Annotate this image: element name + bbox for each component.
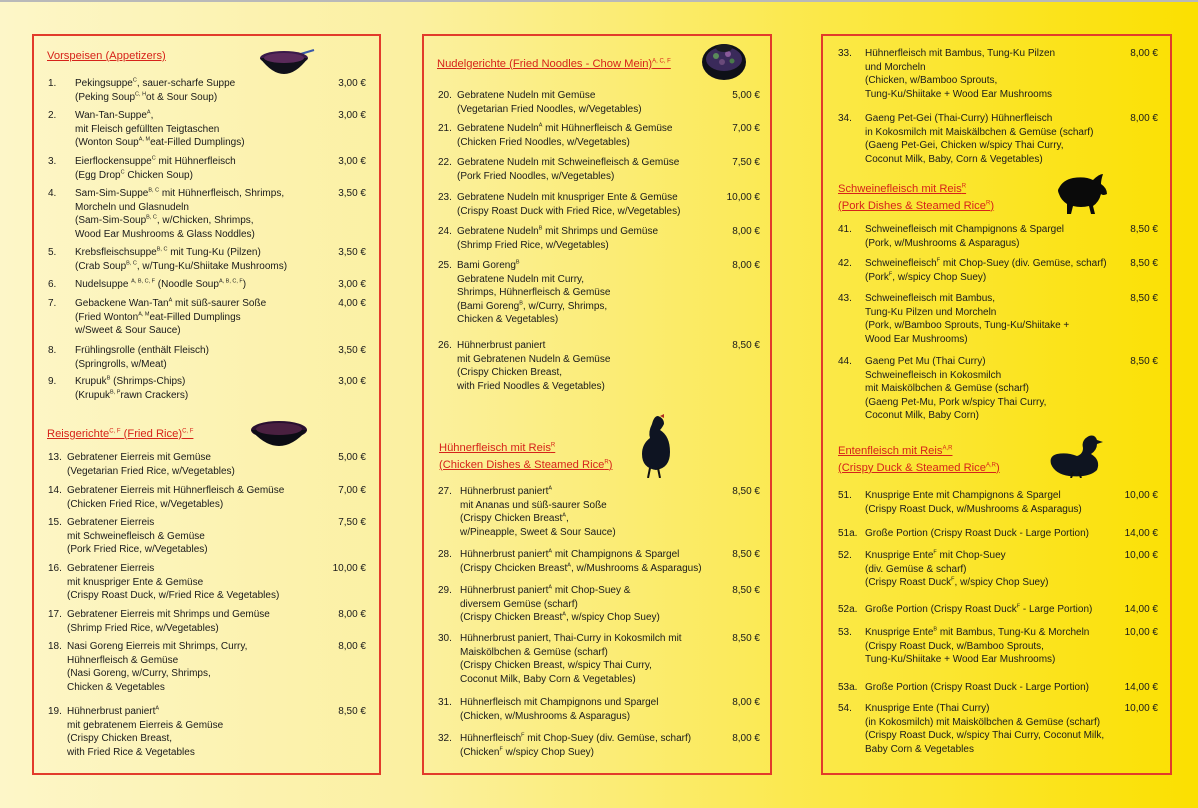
schwein-title-1-text: Schweinefleisch mit Reis$^R$	[838, 182, 967, 195]
item-number: 34.	[838, 113, 852, 124]
item-price: 8,00 €	[1130, 113, 1158, 124]
item-number: 44.	[838, 356, 852, 367]
reis-title-text: Reisgerichte$^{C, F}$ (Fried Rice)$^{C, F}$	[47, 427, 194, 440]
item-description: Gebratene Nudeln mit Gemüse (Vegetarian Fried Noodles, w/Vegetables)	[457, 90, 642, 115]
item-number: 30.	[438, 633, 452, 644]
item-number: 8.	[48, 345, 57, 356]
item-number: 52a.	[838, 604, 858, 615]
item-price: 3,50 €	[338, 345, 366, 356]
item-description: Große Portion (Crispy Roast Duck - Large Portion)	[865, 528, 1089, 539]
item-price: 5,00 €	[338, 452, 366, 463]
item-number: 42.	[838, 258, 852, 269]
duck-icon	[1045, 432, 1107, 483]
item-number: 31.	[438, 697, 452, 708]
menu-item	[438, 259, 760, 326]
item-number: 21.	[438, 123, 452, 134]
item-number: 51a.	[838, 528, 858, 539]
item-price: 14,00 €	[1124, 682, 1158, 693]
menu-item	[438, 485, 760, 545]
item-price: 10,00 €	[726, 192, 760, 203]
item-price: 8,50 €	[732, 585, 760, 596]
item-number: 43.	[838, 293, 852, 304]
item-description: Gebackene Wan-Tan$^A$ mit süß-saurer Soße (Fried Wonton$^{A, M}$eat-Filled Dumplings w/Sweet & Sour Sauce)	[75, 297, 267, 337]
item-price: 7,00 €	[338, 485, 366, 496]
item-number: 17.	[48, 609, 62, 620]
item-price: 7,00 €	[732, 123, 760, 134]
item-description: Gebratene Nudeln mit knuspriger Ente & Gemüse (Crispy Roast Duck with Fried Rice, w/Vegetables)	[457, 192, 681, 217]
item-number: 3.	[48, 156, 57, 167]
item-description: Schweinefleisch mit Champignons & Spargel (Pork, w/Mushrooms & Asparagus)	[865, 224, 1064, 249]
item-description: Gebratener Eierreis mit knuspriger Ente & Gemüse (Crispy Roast Duck, w/Fried Rice & Vegetables)	[67, 563, 280, 602]
item-description: Hühnerbrust paniert$^A$ mit Champignons & Spargel (Crispy Chcicken Breast$^A$, w/Mushrooms & Asparagus)	[460, 548, 702, 574]
item-description: Gebratener Eierreis mit Shrimps und Gemüse (Shrimp Fried Rice, w/Vegetables)	[67, 609, 270, 634]
item-price: 3,00 €	[338, 376, 366, 387]
item-number: 16.	[48, 563, 62, 574]
item-description: Eierflockensuppe$^C$ mit Hühnerfleisch (Egg Drop$^C$ Chicken Soup)	[75, 155, 236, 181]
menu-item	[438, 339, 760, 399]
item-number: 52.	[838, 550, 852, 561]
item-number: 33.	[838, 48, 852, 59]
item-description: Gebratener Eierreis mit Schweinefleisch & Gemüse (Pork Fried Rice, w/Vegetables)	[67, 517, 208, 556]
item-price: 3,00 €	[338, 156, 366, 167]
nudel-title-text: Nudelgerichte (Fried Noodles - Chow Mein)$^{A, C, F}$	[437, 57, 671, 70]
item-description: Knusprige Ente$^F$ mit Chop-Suey (div. Gemüse & scharf) (Crispy Roast Duck$^F$, w/spicy Chop Suey)	[865, 549, 1049, 589]
item-description: Hühnerfleisch mit Bambus, Tung-Ku Pilzen und Morcheln (Chicken, w/Bamboo Sprouts, Tung-Ku/Shiitake + Wood Ear Mushrooms	[865, 48, 1056, 100]
item-number: 15.	[48, 517, 62, 528]
section-title-ente-2	[838, 458, 1000, 475]
menu-panel-1	[32, 34, 381, 775]
schwein-title-2-text: (Pork Dishes & Steamed Rice$^R$)	[838, 199, 995, 212]
item-price: 8,00 €	[1130, 48, 1158, 59]
item-number: 28.	[438, 549, 452, 560]
item-description: Nasi Goreng Eierreis mit Shrimps, Curry, Hühnerfleisch & Gemüse (Nasi Goreng, w/Curry, Shrimps, Chicken & Vegetables	[67, 641, 248, 693]
item-price: 10,00 €	[1124, 703, 1158, 714]
section-title-huhn-1	[439, 438, 555, 455]
item-number: 18.	[48, 641, 62, 652]
item-number: 53.	[838, 627, 852, 638]
item-number: 6.	[48, 279, 57, 290]
menu-item	[438, 632, 760, 692]
item-number: 29.	[438, 585, 452, 596]
item-number: 20.	[438, 90, 452, 101]
item-description: Hühnerfleisch$^F$ mit Chop-Suey (div. Gemüse, scharf) (Chicken$^F$ w/spicy Chop Suey)	[460, 732, 692, 758]
item-price: 8,50 €	[1130, 293, 1158, 304]
menu-item	[838, 112, 1158, 172]
item-description: Wan-Tan-Suppe$^A$, mit Fleisch gefüllten Teigtaschen (Wonton Soup$^{A, M}$eat-Filled Dumplings)	[75, 109, 245, 149]
item-price: 4,00 €	[338, 298, 366, 309]
item-description: Pekingsuppe$^C$, sauer-scharfe Suppe (Peking Soup$^{C, H}$ot & Sour Soup)	[75, 77, 236, 103]
huhn-title-1-text: Hühnerfleisch mit Reis$^R$	[439, 441, 556, 454]
section-title-nudel	[437, 54, 671, 71]
item-description: Hühnerbrust paniert mit Gebratenen Nudeln & Gemüse (Crispy Chicken Breast, with Fried Noodles & Vegetables)	[457, 340, 611, 392]
item-price: 3,50 €	[338, 247, 366, 258]
menu-panel-3	[821, 34, 1172, 775]
ente-title-2-text: (Crispy Duck & Steamed Rice$^{A,R}$)	[838, 461, 1000, 474]
item-number: 41.	[838, 224, 852, 235]
item-price: 3,00 €	[338, 110, 366, 121]
item-price: 8,50 €	[732, 633, 760, 644]
item-price: 8,00 €	[732, 226, 760, 237]
item-description: Knusprige Ente mit Champignons & Spargel (Crispy Roast Duck, w/Mushrooms & Asparagus)	[865, 490, 1082, 515]
item-number: 22.	[438, 157, 452, 168]
chicken-icon	[636, 414, 676, 483]
item-price: 3,00 €	[338, 279, 366, 290]
section-title-huhn-2	[439, 455, 612, 472]
item-number: 1.	[48, 78, 57, 89]
item-description: Hühnerbrust paniert$^A$ mit Chop-Suey & diversem Gemüse (scharf) (Crispy Chicken Breast$^A$, w/spicy Chop Suey)	[460, 584, 660, 624]
item-price: 5,00 €	[732, 90, 760, 101]
item-description: Schweinefleisch$^F$ mit Chop-Suey (div. Gemüse, scharf) (Pork$^F$, w/spicy Chop Suey)	[865, 257, 1107, 283]
menu-item	[48, 705, 366, 765]
menu-item	[48, 187, 366, 247]
menu-item	[838, 47, 1158, 107]
item-price: 10,00 €	[332, 563, 366, 574]
item-description: Krebsfleischsuppe$^{B, C}$ mit Tung-Ku (Pilzen) (Crab Soup$^{B, C}$, w/Tung-Ku/Shiitake Mushrooms)	[75, 246, 288, 272]
item-number: 24.	[438, 226, 452, 237]
item-description: Gebratene Nudeln$^A$ mit Hühnerfleisch & Gemüse (Chicken Fried Noodles, w/Vegetables)	[457, 122, 673, 148]
item-description: Knusprige Ente$^B$ mit Bambus, Tung-Ku & Morcheln (Crispy Roast Duck, w/Bamboo Sprouts, Tung-Ku/Shiitake + Wood Ear Mushrooms)	[865, 626, 1090, 666]
item-price: 8,00 €	[338, 641, 366, 652]
item-price: 8,50 €	[338, 706, 366, 717]
item-price: 10,00 €	[1124, 490, 1158, 501]
menu-item	[438, 732, 760, 775]
item-price: 7,50 €	[732, 157, 760, 168]
item-number: 54.	[838, 703, 852, 714]
item-price: 3,50 €	[338, 188, 366, 199]
item-price: 8,00 €	[338, 609, 366, 620]
ente-title-1-text: Entenfleisch mit Reis$^{A,R}$	[838, 444, 953, 457]
item-description: Gaeng Pet Mu (Thai Curry) Schweinefleisch in Kokosmilch mit Maiskölbchen & Gemüse (scharf) (Gaeng Pet-Mu, Pork w/spicy Thai Curry, Coconut Milk, Baby Corn)	[865, 356, 1047, 422]
item-description: Gaeng Pet-Gei (Thai-Curry) Hühnerfleisch in Kokosmilch mit Maiskälbchen & Gemüse (scharf) (Gaeng Pet-Gei, Chicken w/spicy Thai Curry, Coconut Milk, Baby, Corn & Vegetables)	[865, 113, 1094, 165]
item-price: 8,50 €	[732, 486, 760, 497]
item-description: Hühnerbrust paniert, Thai-Curry in Kokosmilch mit Maiskölbchen & Gemüse (scharf) (Crispy Chicken Breast, w/spicy Thai Curry, Coconut Milk, Baby Corn & Vegetables)	[460, 633, 682, 685]
item-price: 10,00 €	[1124, 550, 1158, 561]
item-description: Hühnerbrust paniert$^A$ mit Ananas und süß-saurer Soße (Crispy Chicken Breast$^A$, w/Pineapple, Sweet & Sour Sauce)	[460, 485, 616, 538]
item-number: 32.	[438, 733, 452, 744]
pig-icon	[1055, 170, 1107, 221]
item-number: 5.	[48, 247, 57, 258]
item-number: 14.	[48, 485, 62, 496]
item-number: 25.	[438, 260, 452, 271]
section-title-reis	[47, 424, 193, 441]
section-title-schwein-2	[838, 196, 994, 213]
noodle-bowl-icon	[700, 40, 748, 89]
item-description: Gebratene Nudeln mit Schweinefleisch & Gemüse (Pork Fried Noodles, w/Vegetables)	[457, 157, 680, 182]
item-description: Sam-Sim-Suppe$^{B, C}$ mit Hühnerfleisch, Shrimps, Morcheln und Glasnudeln (Sam-Sim-Soup$^{B, C}$, w/Chicken, Shrimps, Wood Ear Mushrooms & Glass Noddles)	[75, 187, 285, 240]
menu-item	[838, 549, 1158, 609]
item-description: Große Portion (Crispy Roast Duck$^F$ - Large Portion)	[865, 603, 1093, 615]
menu-item	[838, 702, 1158, 762]
item-description: Krupuk$^B$ (Shrimps-Chips) (Krupuk$^{B, P}$rawn Crackers)	[75, 375, 189, 401]
item-description: Gebratene Nudeln$^B$ mit Shrimps und Gemüse (Shrimp Fried Rice, w/Vegetables)	[457, 225, 659, 251]
item-price: 8,00 €	[732, 697, 760, 708]
item-description: Nudelsuppe $^{A, B, C, F}$ (Noodle Soup$^{A, B, C, F}$)	[75, 278, 247, 290]
section-title-ente-1	[838, 441, 952, 458]
huhn-title-2-text: (Chicken Dishes & Steamed Rice$^R$)	[439, 458, 613, 471]
item-number: 13.	[48, 452, 62, 463]
item-description: Frühlingsrolle (enthält Fleisch) (Springrolls, w/Meat)	[75, 345, 209, 370]
section-title-schwein-1	[838, 179, 966, 196]
item-price: 8,50 €	[1130, 258, 1158, 269]
item-number: 19.	[48, 706, 62, 717]
item-price: 7,50 €	[338, 517, 366, 528]
item-description: Große Portion (Crispy Roast Duck - Large Portion)	[865, 682, 1089, 693]
menu-panel-2	[422, 34, 772, 775]
item-number: 27.	[438, 486, 452, 497]
item-price: 14,00 €	[1124, 528, 1158, 539]
item-price: 8,50 €	[1130, 224, 1158, 235]
item-number: 26.	[438, 340, 452, 351]
item-description: Hühnerfleisch mit Champignons und Spargel (Chicken, w/Mushrooms & Asparagus)	[460, 697, 659, 722]
item-price: 8,00 €	[732, 260, 760, 271]
item-description: Hühnerbrust paniert$^A$ mit gebratenem Eierreis & Gemüse (Crispy Chicken Breast, with Fried Rice & Vegetables	[67, 705, 224, 758]
item-number: 23.	[438, 192, 452, 203]
item-number: 2.	[48, 110, 57, 121]
menu-item	[838, 292, 1158, 352]
menu-item	[838, 355, 1158, 422]
item-price: 8,50 €	[732, 549, 760, 560]
item-description: Schweinefleisch mit Bambus, Tung-Ku Pilzen und Morcheln (Pork, w/Bamboo Sprouts, Tung-Ku/Shiitake + Wood Ear Mushrooms)	[865, 293, 1070, 345]
item-number: 4.	[48, 188, 57, 199]
menu-item	[838, 626, 1158, 686]
item-number: 51.	[838, 490, 852, 501]
menu-item	[48, 640, 366, 700]
item-number: 7.	[48, 298, 57, 309]
item-description: Bami Goreng$^B$ Gebratene Nudeln mit Curry, Shrimps, Hühnerfleisch & Gemüse (Bami Goreng$^B$, w/Curry, Shrimps, Chicken & Vegetables)	[457, 259, 611, 326]
item-number: 9.	[48, 376, 57, 387]
item-description: Gebratener Eierreis mit Gemüse (Vegetarian Fried Rice, w/Vegetables)	[67, 452, 235, 477]
item-price: 14,00 €	[1124, 604, 1158, 615]
item-price: 3,00 €	[338, 78, 366, 89]
item-number: 53a.	[838, 682, 858, 693]
item-price: 8,50 €	[1130, 356, 1158, 367]
section-title-vorspeisen: Vorspeisen (Appetizers)	[47, 50, 166, 62]
item-price: 10,00 €	[1124, 627, 1158, 638]
item-description: Gebratener Eierreis mit Hühnerfleisch & Gemüse (Chicken Fried Rice, w/Vegetables)	[67, 485, 285, 510]
item-price: 8,50 €	[732, 340, 760, 351]
top-divider	[0, 0, 1198, 2]
item-description: Knusprige Ente (Thai Curry) (in Kokosmilch) mit Maiskölbchen & Gemüse (scharf) (Crispy Roast Duck, w/spicy Thai Curry, Coconut Milk, Baby Corn & Vegetables	[865, 703, 1105, 755]
item-price: 8,00 €	[732, 733, 760, 744]
